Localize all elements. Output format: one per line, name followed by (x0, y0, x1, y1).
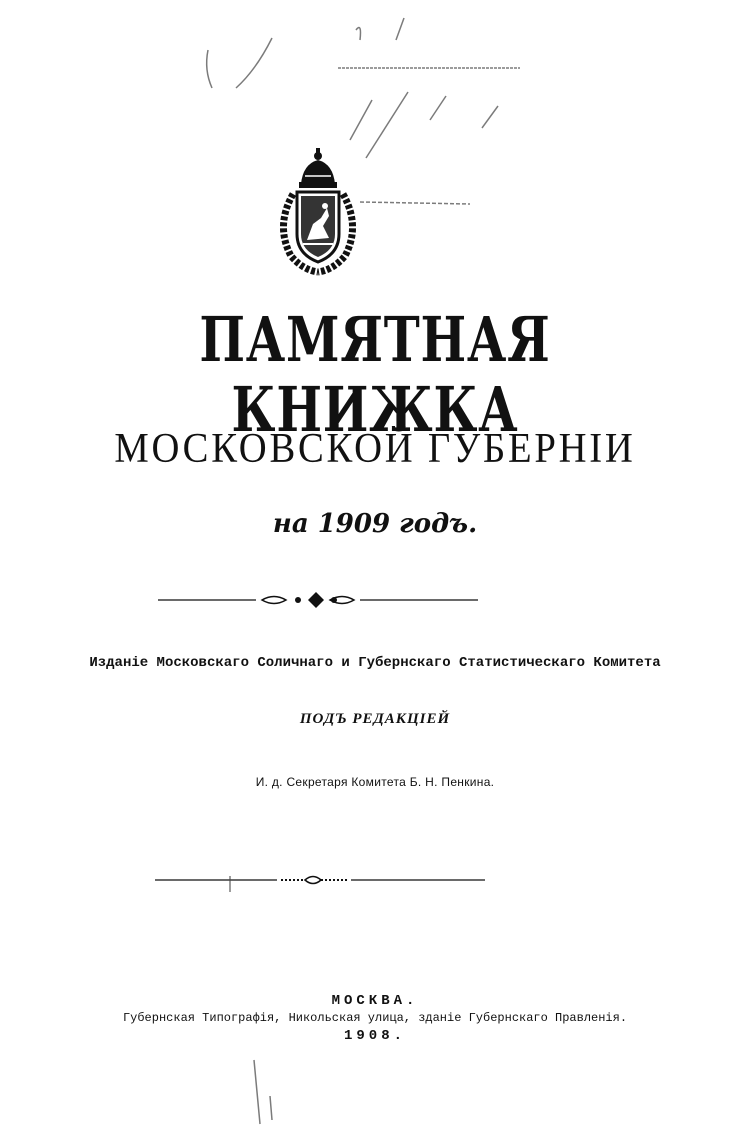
book-subtitle: МОСКОВСКОЙ ГУБЕРНІИ (114, 426, 636, 472)
imprint-year: 1908. (343, 1028, 406, 1044)
imprint-printer: Губернская Типографія, Никольская улица, зданіе Губернскаго Правленія. (122, 1011, 628, 1025)
year-line: на 1909 годъ. (272, 509, 478, 539)
book-title: ПАМЯТНАЯ КНИЖКА (199, 303, 551, 446)
editor-label: ПОДЪ РЕДАКЦІЕЙ (299, 711, 451, 727)
imprint-city: МОСКВА. (331, 993, 419, 1009)
editor-name: И. д. Секретаря Комитета Б. Н. Пенкина. (255, 775, 495, 789)
publisher-line: Изданіе Московскаго Соличнаго и Губернскаго Статистическаго Комитета (89, 655, 661, 671)
